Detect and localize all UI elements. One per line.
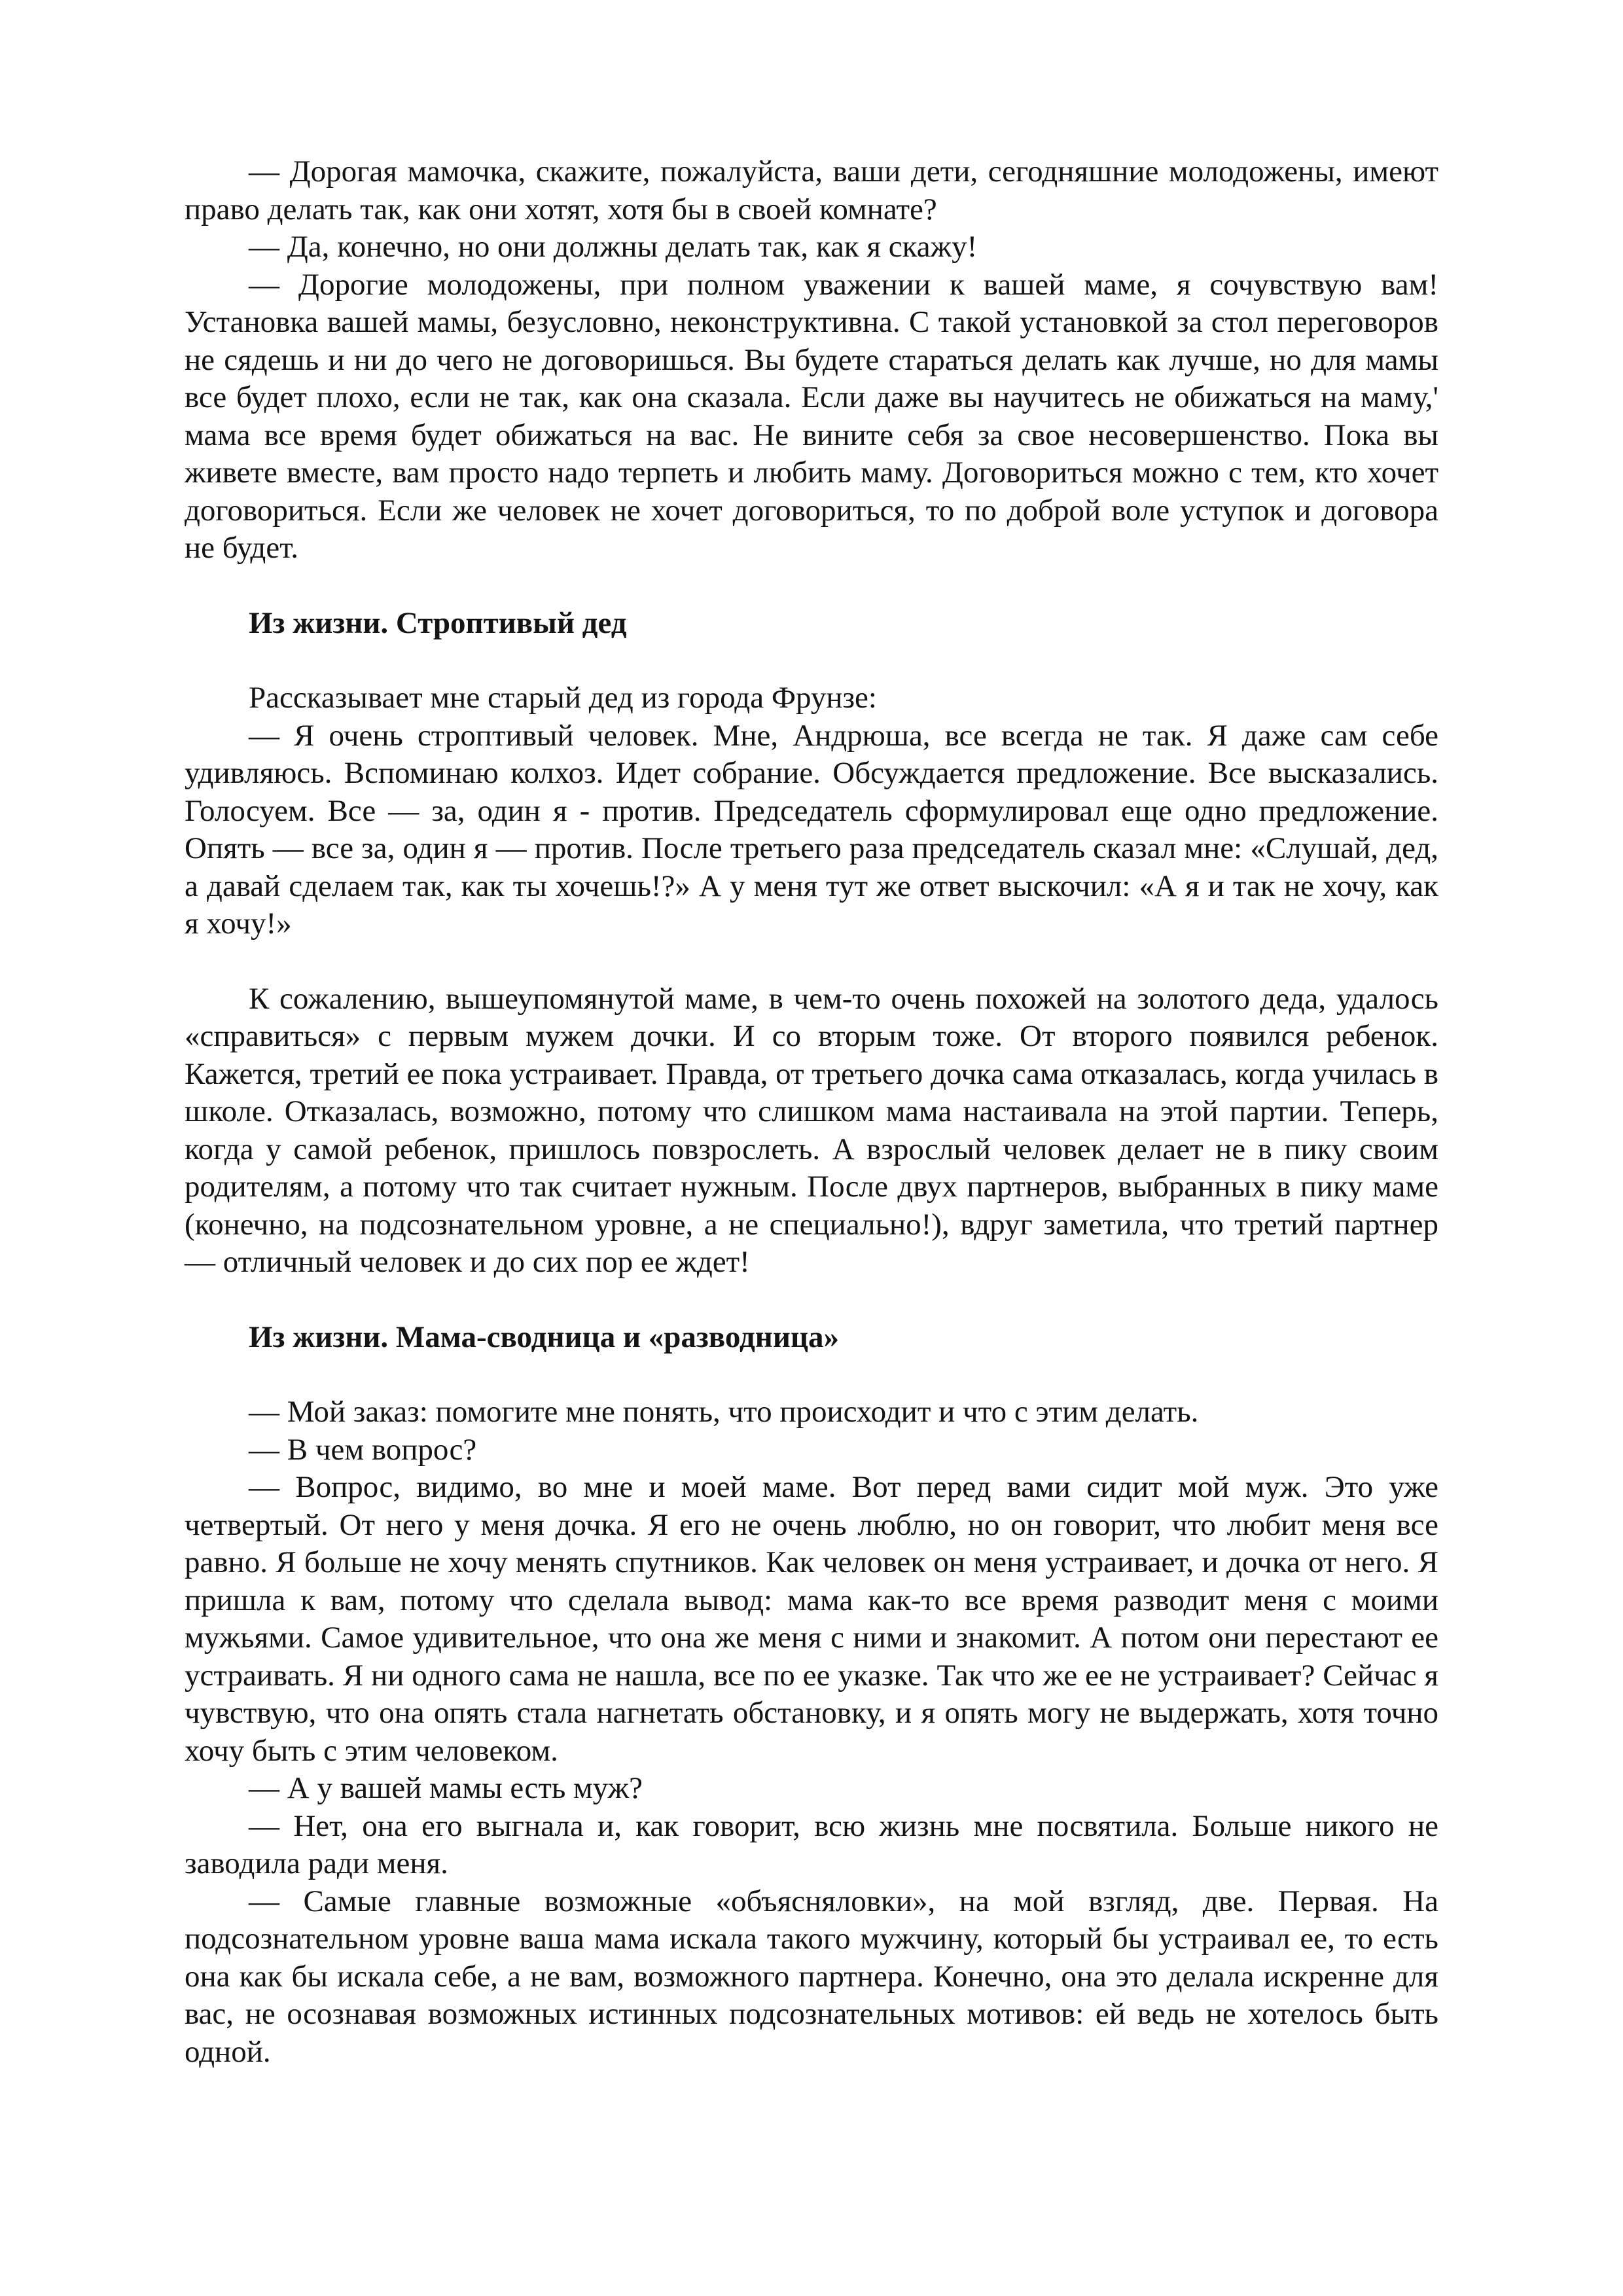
section-heading: Из жизни. Строптивый дед <box>249 605 627 640</box>
dialogue-paragraph: — Дорогие молодожены, при полном уважении к вашей маме, я сочувствую вам! Установка вашей мамы, безусловно, неконструктивна. С такой установкой за стол переговоров не сядешь и ни до чего не договоришься. Вы будете стараться делать как лучше, но для мамы все будет плохо, если не так, как она сказала. Если даже вы научитесь не обижаться на маму,' мама все время будет обижаться на вас. Не вините себя за свое несовершенство. Пока вы живете вместе, вам просто надо терпеть и любить маму. Договориться можно с тем, кто хочет договориться. Если же человек не хочет договориться, то по доброй воле уступок и договора не будет. <box>185 267 1438 565</box>
section-heading: Из жизни. Мама-сводница и «разводница» <box>249 1319 840 1354</box>
body-paragraph: К сожалению, вышеупомянутой маме, в чем-то очень похожей на золотого деда, удалось «справиться» с первым мужем дочки. И со вторым тоже. От второго появился ребенок. Кажется, третий ее пока устраивает. Правда, от третьего дочка сама отказалась, когда училась в школе. Отказалась, возможно, потому что слишком мама настаивала на этой партии. Теперь, когда у самой ребенок, пришлось повзрослеть. А взрослый человек делает не в пику своим родителям, а потому что так считает нужным. После двух партнеров, выбранных в пику маме (конечно, на подсознательном уровне, а не специально!), вдруг заметила, что третий партнер — отличный человек и до сих пор ее ждет! <box>185 981 1438 1279</box>
dialogue-paragraph: — В чем вопрос? <box>249 1432 477 1467</box>
dialogue-paragraph: — А у вашей мамы есть муж? <box>249 1771 643 1805</box>
dialogue-paragraph: — Мой заказ: помогите мне понять, что происходит и что с этим делать. <box>249 1395 1199 1429</box>
dialogue-paragraph: — Дорогая мамочка, скажите, пожалуйста, ваши дети, сегодняшние молодожены, имеют право делать так, как они хотят, хотя бы в своей комнате? <box>185 154 1438 226</box>
dialogue-paragraph: — Нет, она его выгнала и, как говорит, всю жизнь мне посвятила. Больше никого не заводила ради меня. <box>185 1808 1438 1880</box>
dialogue-paragraph: — Я очень строптивый человек. Мне, Андрюша, все всегда не так. Я даже сам себе удивляюсь. Вспоминаю колхоз. Идет собрание. Обсуждается предложение. Все высказались. Голосуем. Все — за, один я - против. Председатель сформулировал еще одно предложение. Опять — все за, один я — против. После третьего раза председатель сказал мне: «Слушай, дед, а давай сделаем так, как ты хочешь!?» А у меня тут же ответ выскочил: «А я и так не хочу, как я хочу!» <box>185 718 1438 941</box>
dialogue-paragraph: — Самые главные возможные «объясняловки», на мой взгляд, две. Первая. На подсознательном уровне ваша мама искала такого мужчину, который бы устраивал ее, то есть она как бы искала себе, а не вам, возможного партнера. Конечно, она это делала искренне для вас, не осознавая возможных истинных подсознательных мотивов: ей ведь не хотелось быть одной. <box>185 1884 1438 2069</box>
document-body <box>185 153 1438 2071</box>
body-paragraph: Рассказывает мне старый дед из города Фрунзе: <box>249 681 877 715</box>
dialogue-paragraph: — Да, конечно, но они должны делать так, как я скажу! <box>249 230 978 264</box>
dialogue-paragraph: — Вопрос, видимо, во мне и моей маме. Вот перед вами сидит мой муж. Это уже четвертый. От него у меня дочка. Я его не очень люблю, но он говорит, что любит меня все равно. Я больше не хочу менять спутников. Как человек он меня устраивает, и дочка от него. Я пришла к вам, потому что сделала вывод: мама как-то все время разводит меня с моими мужьями. Самое удивительное, что она же меня с ними и знакомит. А потом они перестают ее устраивать. Я ни одного сама не нашла, все по ее указке. Так что же ее не устраивает? Сейчас я чувствую, что она опять стала нагнетать обстановку, и я опять могу не выдержать, хотя точно хочу быть с этим человеком. <box>185 1470 1438 1768</box>
